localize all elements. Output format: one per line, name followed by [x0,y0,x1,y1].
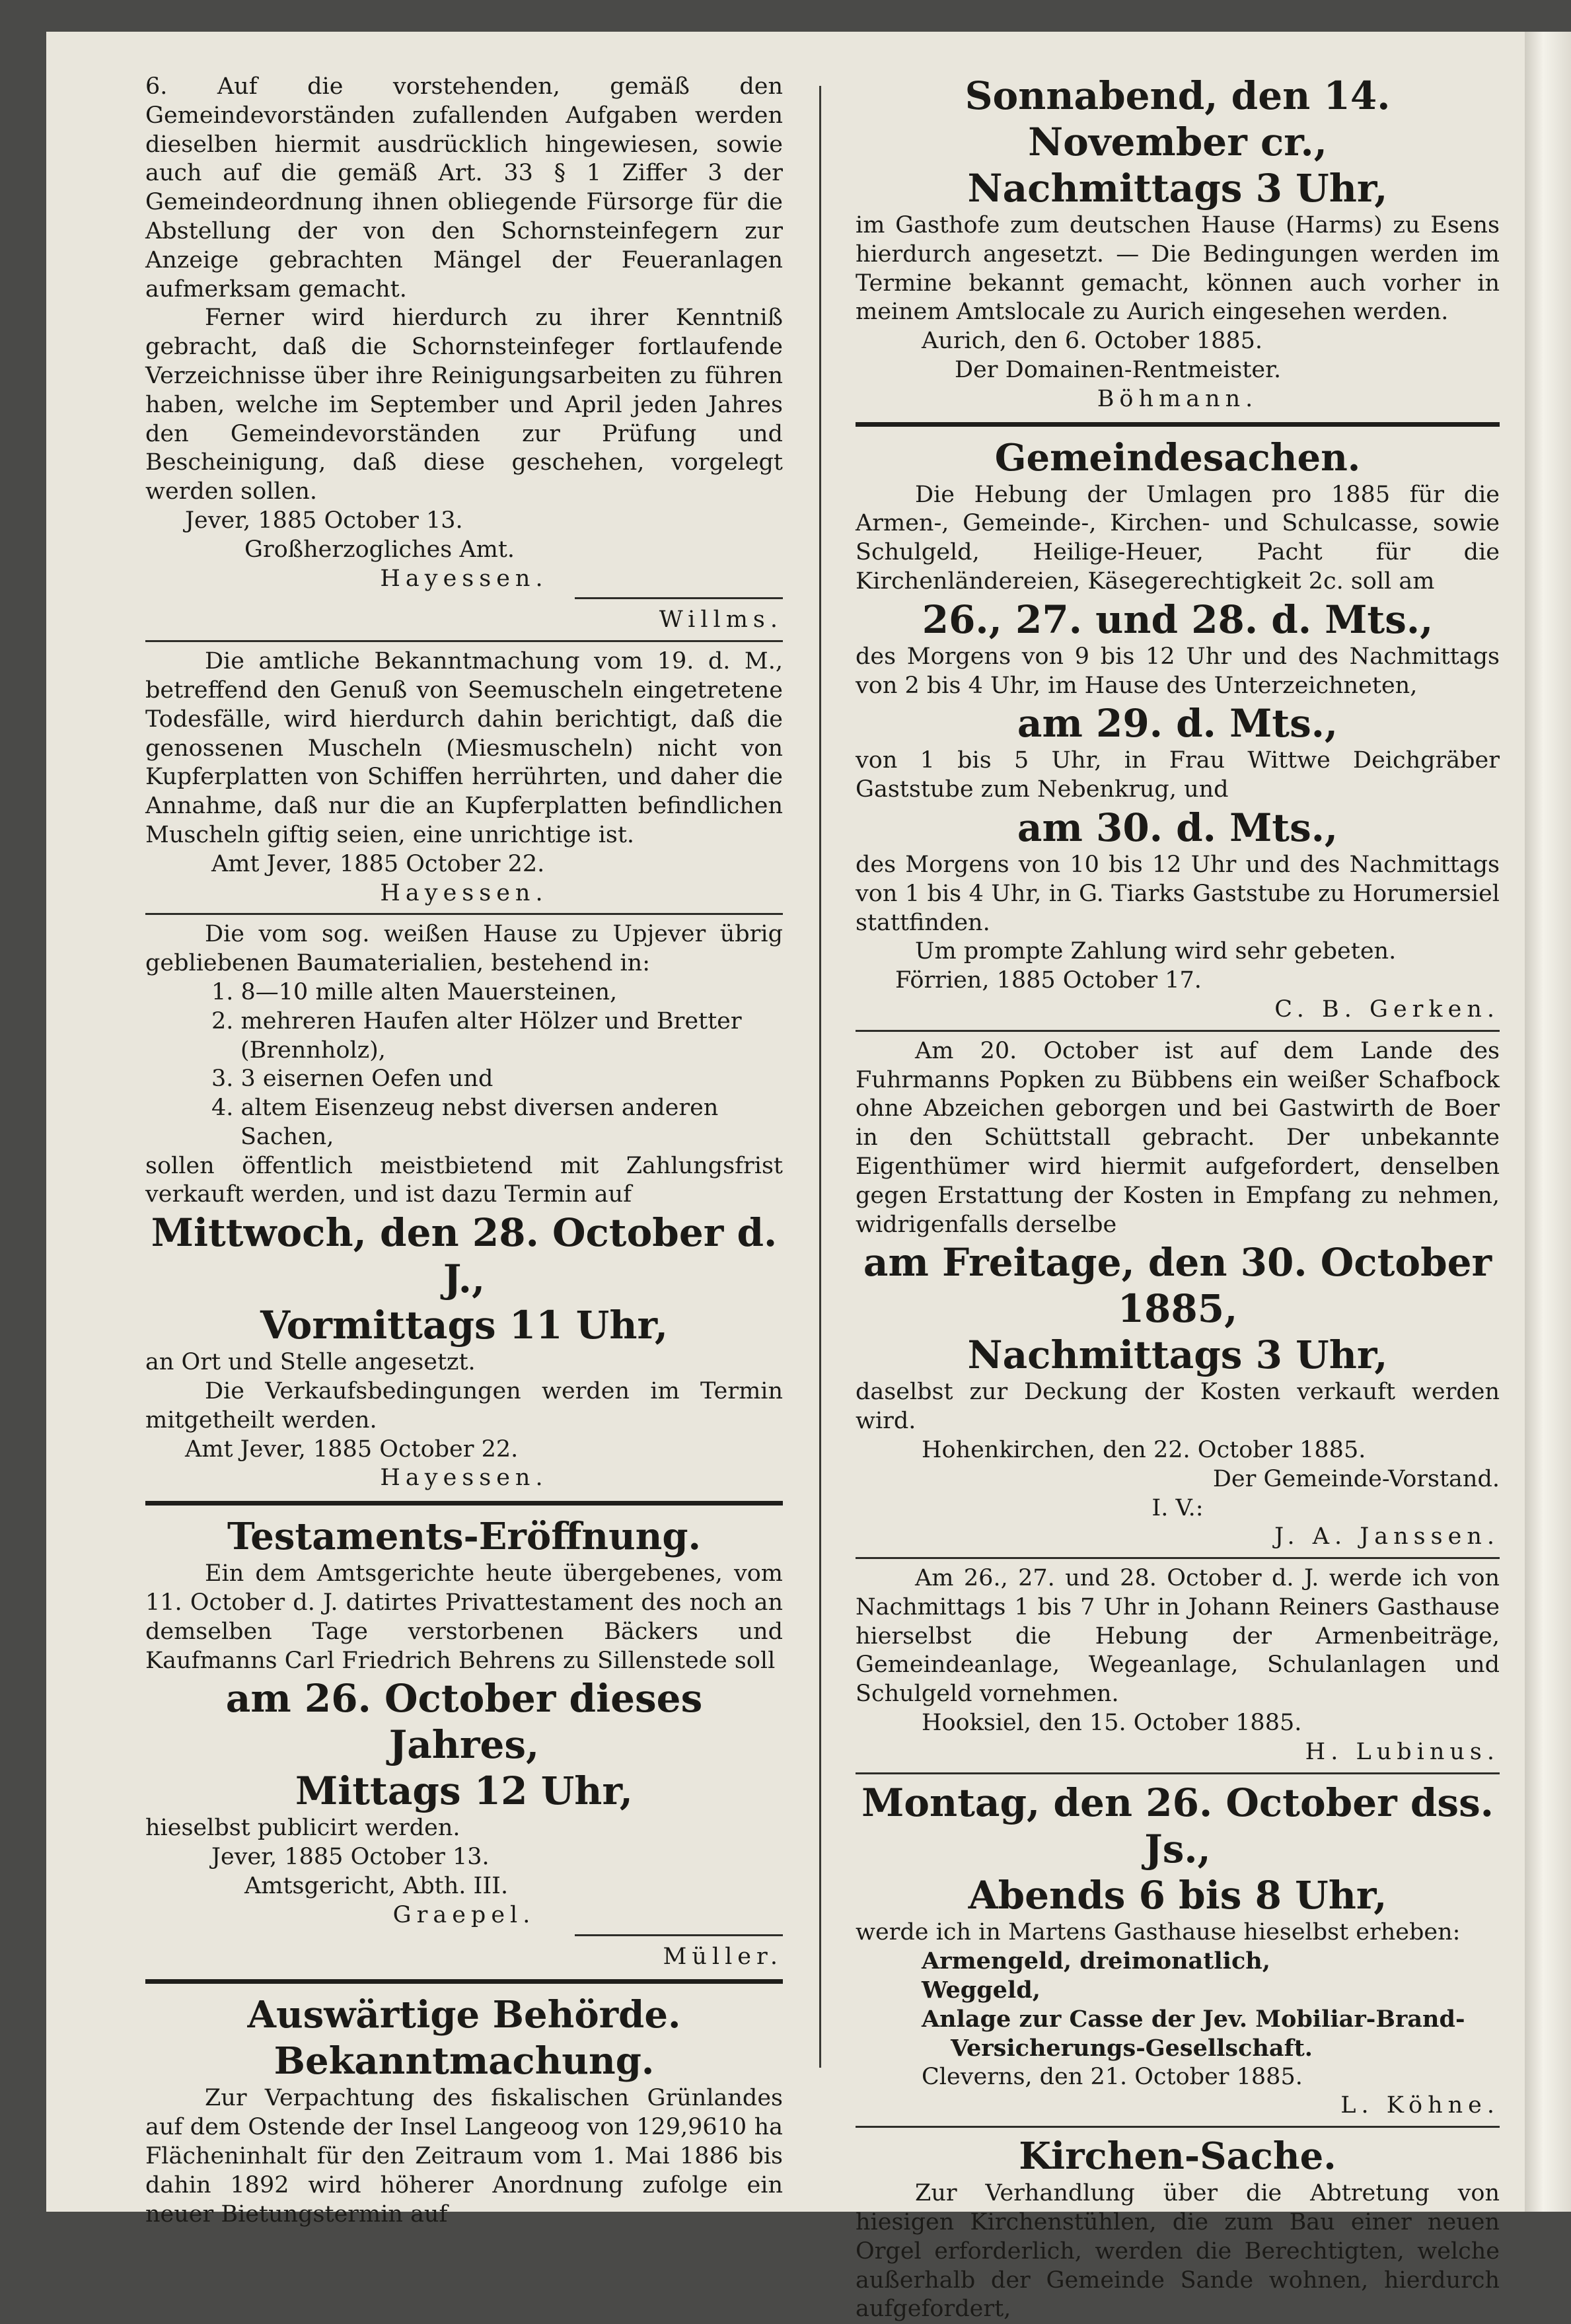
date-amt-jever-3: Amt Jever, 1885 October 22. [185,1435,519,1463]
list-item: Armengeld, dreimonatlich, [922,1947,1270,1975]
erheben-list [856,1947,1500,2062]
hebung-time-1: des Morgens von 9 bis 12 Uhr und des Nachmittags von 2 bis 4 Uhr, im Hause des Unterzeichneten, [856,643,1500,699]
list-item: 2. mehreren Haufen alter Hölzer und Bretter (Brennholz), [211,1007,742,1064]
testament-time: Mittags 12 Uhr, [295,1768,633,1814]
schafbock-time: Nachmittags 3 Uhr, [967,1332,1388,1378]
section-rule-thick [856,422,1500,427]
signature-gerken: C. B. Gerken. [1274,996,1500,1023]
testament-date: am 26. October dieses Jahres, [225,1676,703,1768]
signature-janssen: J. A. Janssen. [1274,1523,1500,1550]
date-jever-4: Jever, 1885 October 13. [211,1844,490,1871]
baumaterial-intro: Die vom sog. weißen Hause zu Upjever übrig gebliebenen Baumaterialien, bestehend in: [145,921,783,977]
date-cleverns: Cleverns, den 21. October 1885. [922,2063,1303,2090]
date-aurich: Aurich, den 6. October 1885. [922,328,1263,355]
hebung-time-2: von 1 bis 5 Uhr, in Frau Wittwe Deichgräber Gaststube zum Nebenkrug, und [856,747,1500,803]
schafbock-verkauf: daselbst zur Deckung der Kosten verkauft werden wird. [856,1379,1500,1435]
section-rule-thick [145,1501,783,1506]
testament-publicirt: hieselbst publicirt werden. [145,1815,460,1842]
section-rule-thick [145,1979,783,1984]
list-item: Weggeld, [922,1977,1041,2004]
muscheln-notice: Die amtliche Bekanntmachung vom 19. d. M., betreffend den Genuß von Seemuscheln eingetretene Todesfälle, wird hierdurch dahin berichtigt, daß die genossenen Muscheln (Miesmuscheln) nicht von Kupferplatten von Schiffen herrührten, und daher die Annahme, daß nur die an Kupferplatten befindlichen Muscheln giftig seien, eine unrichtige ist. [145,648,783,848]
signature-hayessen-3: Hayessen. [380,1465,548,1492]
list-item: 1. 8—10 mille alten Mauersteinen, [211,978,618,1005]
section-rule [856,1772,1500,1774]
signature-koehne: L. Köhne. [1340,2092,1500,2119]
signature-hayessen-1: Hayessen. [380,565,548,592]
amtsgericht: Amtsgericht, Abth. III. [244,1873,509,1900]
section-rule [856,1557,1500,1559]
list-item: Anlage zur Casse der Jev. Mobiliar-Brand-Versicherungs-Gesellschaft. [922,2006,1465,2062]
section-rule [145,640,783,642]
signature-willms: Willms. [659,606,783,634]
hooksiel-text: Am 26., 27. und 28. October d. J. werde ich von Nachmittags 1 bis 7 Uhr in Johann Reiners Gasthause hierselbst die Hebung der Armenbeiträge, Gemeindeanlage, Wegeanlage, Schulanlagen und Schulgeld vornehmen. [856,1565,1500,1708]
amt-grossherzoglich: Großherzogliches Amt. [244,536,515,563]
gasthof-text: im Gasthofe zum deutschen Hause (Harms) zu Esens hierdurch angesetzt. — Die Bedingungen werden im Termine bekannt gemacht, können auch vorher in meinem Amtslocale zu Aurich eingesehen werden. [856,212,1500,326]
page-edge [1525,32,1571,2212]
hebung-date-2: am 29. d. Mts., [1017,701,1338,746]
section-rule [856,1030,1500,1032]
baumaterial-text: sollen öffentlich meistbietend mit Zahlungsfrist verkauft werden, und ist dazu Termin auf [145,1152,783,1208]
termin-time-vormittags: Vormittags 11 Uhr, [260,1303,669,1348]
signature-boehmann: Böhmann. [1097,385,1259,412]
domainen-rentmeister: Der Domainen-Rentmeister. [955,356,1282,383]
section-rule [856,2126,1500,2128]
list-item: 3. 3 eisernen Oefen und [211,1066,493,1093]
left-column [145,73,783,2229]
item-6-text: 6. Auf die vorstehenden, gemäß den Gemeindevorständen zufallenden Aufgaben werden dieselben hiermit ausdrücklich hingewiesen, sowie auch auf die gemäß Art. 33 § 1 Ziffer 3 der Gemeindeordnung ihnen obliegende Fürsorge für die Abstellung der von den Schornsteinfegern zur Anzeige gebrachten Mängel der Feueranlagen aufmerksam gemacht. [145,73,783,303]
hebung-date-1: 26., 27. und 28. d. Mts., [922,597,1434,642]
signature-graepel: Graepel. [392,1901,536,1928]
erheben-text: werde ich in Martens Gasthause hieselbst erheben: [856,1918,1461,1945]
signature-lubinus: H. Lubinus. [1305,1738,1500,1765]
signature-mueller: Müller. [663,1943,783,1970]
termin-date-mittwoch: Mittwoch, den 28. October d. J., [151,1210,778,1302]
verkaufsbedingungen-text: Die Verkaufsbedingungen werden im Termin mitgetheilt werden. [145,1378,783,1434]
date-amt-jever-2: Amt Jever, 1885 October 22. [211,850,545,877]
hebung-text: Die Hebung der Umlagen pro 1885 für die Armen-, Gemeinde-, Kirchen- und Schulcasse, sowie Schulgeld, Heilige-Heuer, Pacht für die Kirchenländereien, Käsegerechtigkeit 2c. soll am [856,481,1500,595]
termin-nachmittags: Nachmittags 3 Uhr, [967,166,1388,211]
termin-abends: Abends 6 bis 8 Uhr, [968,1872,1387,1918]
zahlung-text: Um prompte Zahlung wird sehr gebeten. [915,938,1397,965]
testament-heading: Testaments-Eröffnung. [227,1515,702,1559]
hebung-time-3: des Morgens von 10 bis 12 Uhr und des Nachmittags von 1 bis 4 Uhr, in G. Tiarks Gaststube zu Horumersiel stattfinden. [856,851,1500,936]
bekanntmachung-heading: Bekanntmachung. [274,2039,655,2084]
auswaertige-heading: Auswärtige Behörde. [247,1993,681,2037]
iv-label: I. V.: [1151,1494,1204,1521]
date-jever-1: Jever, 1885 October 13. [185,507,463,534]
schafbock-date: am Freitage, den 30. October 1885, [863,1240,1492,1332]
schafbock-text: Am 20. October ist auf dem Lande des Fuhrmanns Popken zu Bübbens ein weißer Schafbock ohne Abzeichen geborgen und bei Gastwirth de Boer in den Schüttstall gebracht. Der unbekannte Eigenthümer wird hiermit aufgefordert, denselben gegen Erstattung der Kosten in Empfang zu nehmen, widrigenfalls derselbe [856,1037,1500,1238]
signature-hayessen-2: Hayessen. [380,879,548,906]
date-hooksiel: Hooksiel, den 15. October 1885. [922,1710,1302,1737]
verpachtung-text: Zur Verpachtung des fiskalischen Grünlandes auf dem Ostende der Insel Langeoog von 129,9610 ha Flächeninhalt für den Zeitraum vom 1. Mai 1886 bis dahin 1892 wird höherer Anordnung zufolge ein neuer Bietungstermin auf [145,2085,783,2228]
termin-sonnabend: Sonnabend, den 14. November cr., [965,73,1391,164]
section-rule [145,913,783,915]
testament-text: Ein dem Amtsgerichte heute übergebenes, vom 11. October d. J. datirtes Privattestament des noch an demselben Tage verstorbenen Bäckers und Kaufmanns Carl Friedrich Behrens zu Sillenstede soll [145,1560,783,1674]
ferner-text: Ferner wird hierdurch zu ihrer Kenntniß gebracht, daß die Schornsteinfeger fortlaufende Verzeichnisse über ihre Reinigungsarbeiten zu führen haben, welche im September und April jeden Jahres den Gemeindevorständen zur Prüfung und Bescheinigung, daß diese geschehen, vorgelegt werden sollen. [145,305,783,505]
kirchenstuehle-text: Zur Verhandlung über die Abtretung von hiesigen Kirchenstühlen, die zum Bau einer neuen Orgel erforderlich, werden die Berechtigten, welche außerhalb der Gemeinde Sande wohnen, hierdurch aufgefordert, [856,2180,1500,2323]
termin-montag: Montag, den 26. October dss. Js., [861,1780,1494,1871]
gemeindesachen-heading: Gemeindesachen. [994,435,1361,480]
signature-rule [575,597,783,599]
date-hohenkirchen: Hohenkirchen, den 22. October 1885. [922,1436,1366,1463]
signature-rule [575,1934,783,1936]
ort-text: an Ort und Stelle angesetzt. [145,1349,476,1376]
right-column [856,73,1500,2324]
date-foerrien: Förrien, 1885 October 17. [895,967,1202,994]
hebung-date-3: am 30. d. Mts., [1017,805,1338,850]
baumaterial-list [145,978,783,1152]
kirchen-sache-heading: Kirchen-Sache. [1019,2134,1336,2179]
gemeinde-vorstand: Der Gemeinde-Vorstand. [1212,1465,1500,1492]
list-item: 4. altem Eisenzeug nebst diversen anderen Sachen, [211,1095,719,1150]
column-divider [819,86,821,2068]
